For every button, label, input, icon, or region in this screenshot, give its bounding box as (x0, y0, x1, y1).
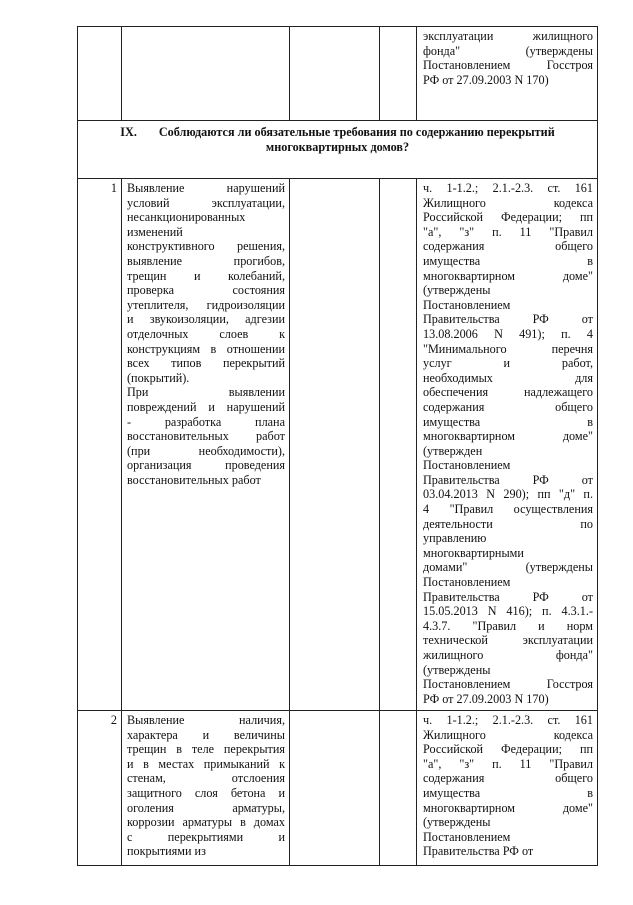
law-reference-cell (417, 27, 598, 121)
description-line: изменений (127, 224, 183, 239)
description-line: защитного слоя бетона и (127, 785, 285, 800)
description-line: конструктивного решения, (127, 239, 285, 254)
description-line: коррозии арматуры в домах (127, 815, 285, 830)
description-line: восстановительных работ (127, 429, 285, 444)
law-line: 4.3.7. "Правил и норм (423, 618, 593, 633)
description-line: условий эксплуатации, (127, 195, 285, 210)
law-line: услуг и работ, (423, 356, 593, 371)
law-line: необходимых для (423, 370, 593, 385)
description-line: (при необходимости), (127, 443, 285, 458)
law-reference-cell (417, 711, 598, 866)
law-line: содержания общего (423, 771, 593, 786)
description-line: организация проведения (127, 458, 285, 473)
description-line: (покрытий). (127, 370, 190, 385)
table-cell (78, 27, 122, 121)
law-line: РФ от 27.09.2003 N 170) (423, 72, 549, 87)
law-line: Постановлением (423, 458, 511, 473)
law-line: "Минимального перечня (423, 341, 593, 356)
table-row (78, 27, 598, 121)
law-line: "а", "з" п. 11 "Правил (423, 224, 593, 239)
description-line: Выявление наличия, (127, 713, 285, 727)
section-header (78, 121, 598, 179)
law-reference-cell (417, 179, 598, 711)
inspection-table (77, 26, 598, 866)
requirement-description (122, 711, 290, 866)
law-line: 4 "Правил осуществления (423, 502, 593, 517)
description-line: восстановительных работ (127, 472, 261, 487)
table-cell (122, 27, 290, 121)
law-line: "а", "з" п. 11 "Правил (423, 756, 593, 771)
description-line: утеплителя, гидроизоляции (127, 297, 285, 312)
law-line: Правительства РФ от (423, 472, 593, 487)
law-line: Постановлением (423, 297, 511, 312)
description-line: характера и величины (127, 727, 285, 742)
table-cell (290, 179, 380, 711)
description-line: повреждений и нарушений (127, 399, 285, 414)
section-header-row (78, 121, 598, 179)
row-number: 2 (78, 711, 122, 866)
law-line: ч. 1-1.2.; 2.1.-2.3. ст. 161 (423, 713, 593, 727)
table-cell (290, 711, 380, 866)
description-line: и в местах примыканий к (127, 756, 285, 771)
law-line: РФ от 27.09.2003 N 170) (423, 691, 549, 706)
law-line: фонда" (утверждены (423, 43, 593, 58)
law-line: технической эксплуатации (423, 633, 593, 648)
law-line: многоквартирном доме" (423, 800, 593, 815)
description-line: выявление прогибов, (127, 253, 285, 268)
description-line: При выявлении (127, 385, 285, 400)
law-line: содержания общего (423, 239, 593, 254)
description-line: Выявление нарушений (127, 181, 285, 195)
description-line: с перекрытиями и (127, 829, 285, 844)
section-title-line1: Соблюдаются ли обязательные требования по содержанию перекрытий (158, 125, 555, 139)
law-line: содержания общего (423, 399, 593, 414)
law-line: имущества в (423, 414, 593, 429)
law-line: жилищного фонда" (423, 648, 593, 662)
description-line: проверка состояния (127, 283, 285, 298)
requirement-description (122, 179, 290, 711)
law-line: 03.04.2013 N 290); пп "д" п. (423, 487, 593, 502)
law-line: обеспечения надлежащего (423, 385, 593, 400)
law-line: Постановлением (423, 829, 511, 844)
description-line: стенам, отслоения (127, 771, 285, 786)
description-line: отделочных слоев к (127, 326, 285, 341)
description-line: трещин в теле перекрытия (127, 742, 285, 757)
table-cell (290, 27, 380, 121)
law-line: Правительства РФ от (423, 844, 534, 859)
law-line: Правительства РФ от (423, 589, 593, 604)
law-line: (утверждены (423, 283, 491, 298)
description-line: оголения арматуры, (127, 800, 285, 815)
description-line: и звукоизоляции, адгезии (127, 312, 285, 327)
law-line: Жилищного кодекса (423, 727, 593, 742)
description-line: конструкциям в отношении (127, 341, 285, 356)
law-line: деятельности по (423, 516, 593, 531)
description-line: всех типов перекрытий (127, 356, 285, 371)
law-line: эксплуатации жилищного (423, 29, 593, 43)
law-line: ч. 1-1.2.; 2.1.-2.3. ст. 161 (423, 181, 593, 195)
description-line: несанкционированных (127, 210, 246, 225)
law-line: домами" (утверждены (423, 560, 593, 575)
law-line: Постановлением Госстроя (423, 58, 593, 73)
law-line: Постановлением Госстроя (423, 677, 593, 692)
law-line: многоквартирном доме" (423, 268, 593, 283)
law-line: (утверждены (423, 662, 491, 677)
law-line: имущества в (423, 785, 593, 800)
table-cell (380, 179, 417, 711)
table-row (78, 711, 598, 866)
law-line: имущества в (423, 253, 593, 268)
law-line: Российской Федерации; пп (423, 210, 593, 225)
law-line: (утверждены (423, 815, 491, 830)
law-line: Российской Федерации; пп (423, 742, 593, 757)
row-number: 1 (78, 179, 122, 711)
table-cell (380, 27, 417, 121)
table-cell (380, 711, 417, 866)
description-line: трещин и колебаний, (127, 268, 285, 283)
law-line: 15.05.2013 N 416); п. 4.3.1.- (423, 604, 593, 619)
law-line: Жилищного кодекса (423, 195, 593, 210)
law-line: многоквартирном доме" (423, 429, 593, 444)
description-line: покрытиями из (127, 844, 206, 859)
law-line: 13.08.2006 N 491); п. 4 (423, 326, 593, 341)
section-number: IX. (120, 125, 137, 139)
law-line: Правительства РФ от (423, 312, 593, 327)
table-row (78, 179, 598, 711)
law-line: многоквартирными (423, 545, 524, 560)
law-line: Постановлением (423, 575, 511, 590)
description-line: - разработка плана (127, 414, 285, 429)
section-title-line2: многоквартирных домов? (265, 139, 410, 154)
law-line: (утвержден (423, 443, 483, 458)
law-line: управлению (423, 531, 487, 546)
